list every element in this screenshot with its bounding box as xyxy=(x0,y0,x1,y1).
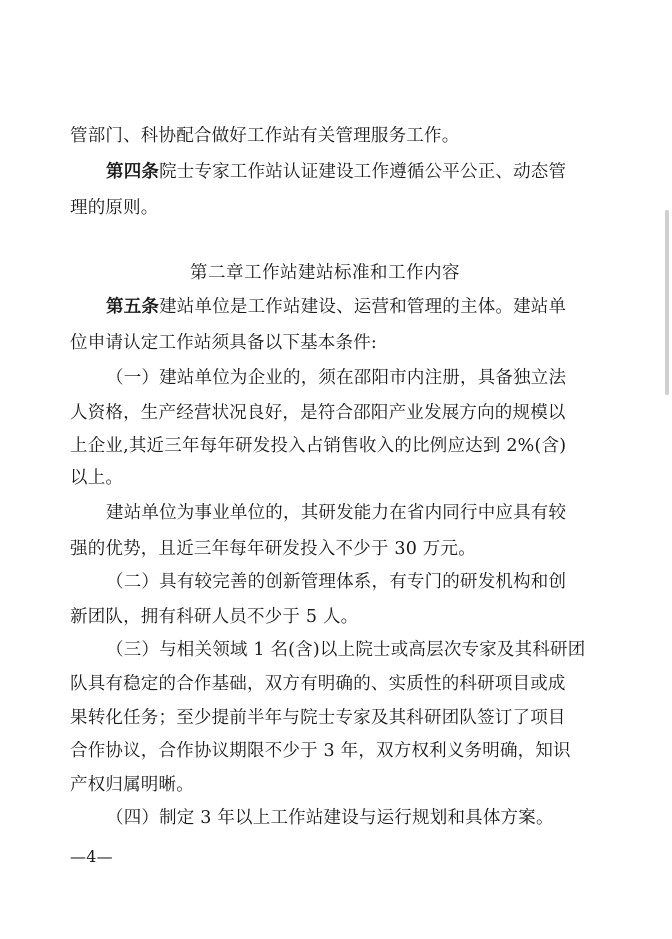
article-4-text: 院士专家工作站认证建设工作遵循公平公正、动态管 xyxy=(159,162,567,182)
article-4-label: 第四条 xyxy=(106,162,160,182)
item1b-line1: 建站单位为事业单位的，其研发能力在省内同行中应具有较 xyxy=(106,503,567,523)
article-4-line2: 理的原则。 xyxy=(70,198,159,218)
item1-line3: 上企业,其近三年每年研发投入占销售收入的比例应达到 2%(含) xyxy=(70,436,567,456)
page-number: —4— xyxy=(70,847,113,866)
item2-line2: 新团队，拥有科研人员不少于 5 人。 xyxy=(70,607,359,627)
scrollbar-thumb[interactable] xyxy=(665,210,669,395)
article-5-line1 xyxy=(106,295,566,319)
item1-line4: 以上。 xyxy=(70,468,124,488)
item3-line3: 果转化任务；至少提前半年与院士专家及其科研团队签订了项目 xyxy=(70,708,566,728)
item1b-line2: 强的优势，且近三年每年研发投入不少于 30 万元。 xyxy=(70,539,476,559)
item3-line1: （三）与相关领域 1 名(含)以上院士或高层次专家及其科研团 xyxy=(106,640,586,660)
item3-line2: 队具有稳定的合作基础，双方有明确的、实质性的科研项目或成 xyxy=(70,674,566,694)
article-4-line1 xyxy=(106,160,566,184)
item4-line1: （四）制定 3 年以上工作站建设与运行规划和具体方案。 xyxy=(106,808,554,828)
article-5-line2: 位申请认定工作站须具备以下基本条件: xyxy=(70,333,377,353)
article-5-text: 建站单位是工作站建设、运营和管理的主体。建站单 xyxy=(159,297,567,317)
article-5-label: 第五条 xyxy=(106,297,160,317)
item3-line4: 合作协议，合作协议期限不少于 3 年，双方权利义务明确，知识 xyxy=(70,741,571,761)
para1-line1: 管部门、科协配合做好工作站有关管理服务工作。 xyxy=(70,126,460,146)
item1-line1: （一）建站单位为企业的，须在邵阳市内注册，具备独立法 xyxy=(106,368,567,388)
item1-line2: 人资格，生产经营状况良好，是符合邵阳产业发展方向的规模以 xyxy=(70,403,566,423)
chapter-title: 第二章工作站建站标准和工作内容 xyxy=(190,263,460,283)
item2-line1: （二）具有较完善的创新管理体系，有专门的研发机构和创 xyxy=(106,572,567,592)
item3-line5: 产权归属明晰。 xyxy=(70,775,194,795)
